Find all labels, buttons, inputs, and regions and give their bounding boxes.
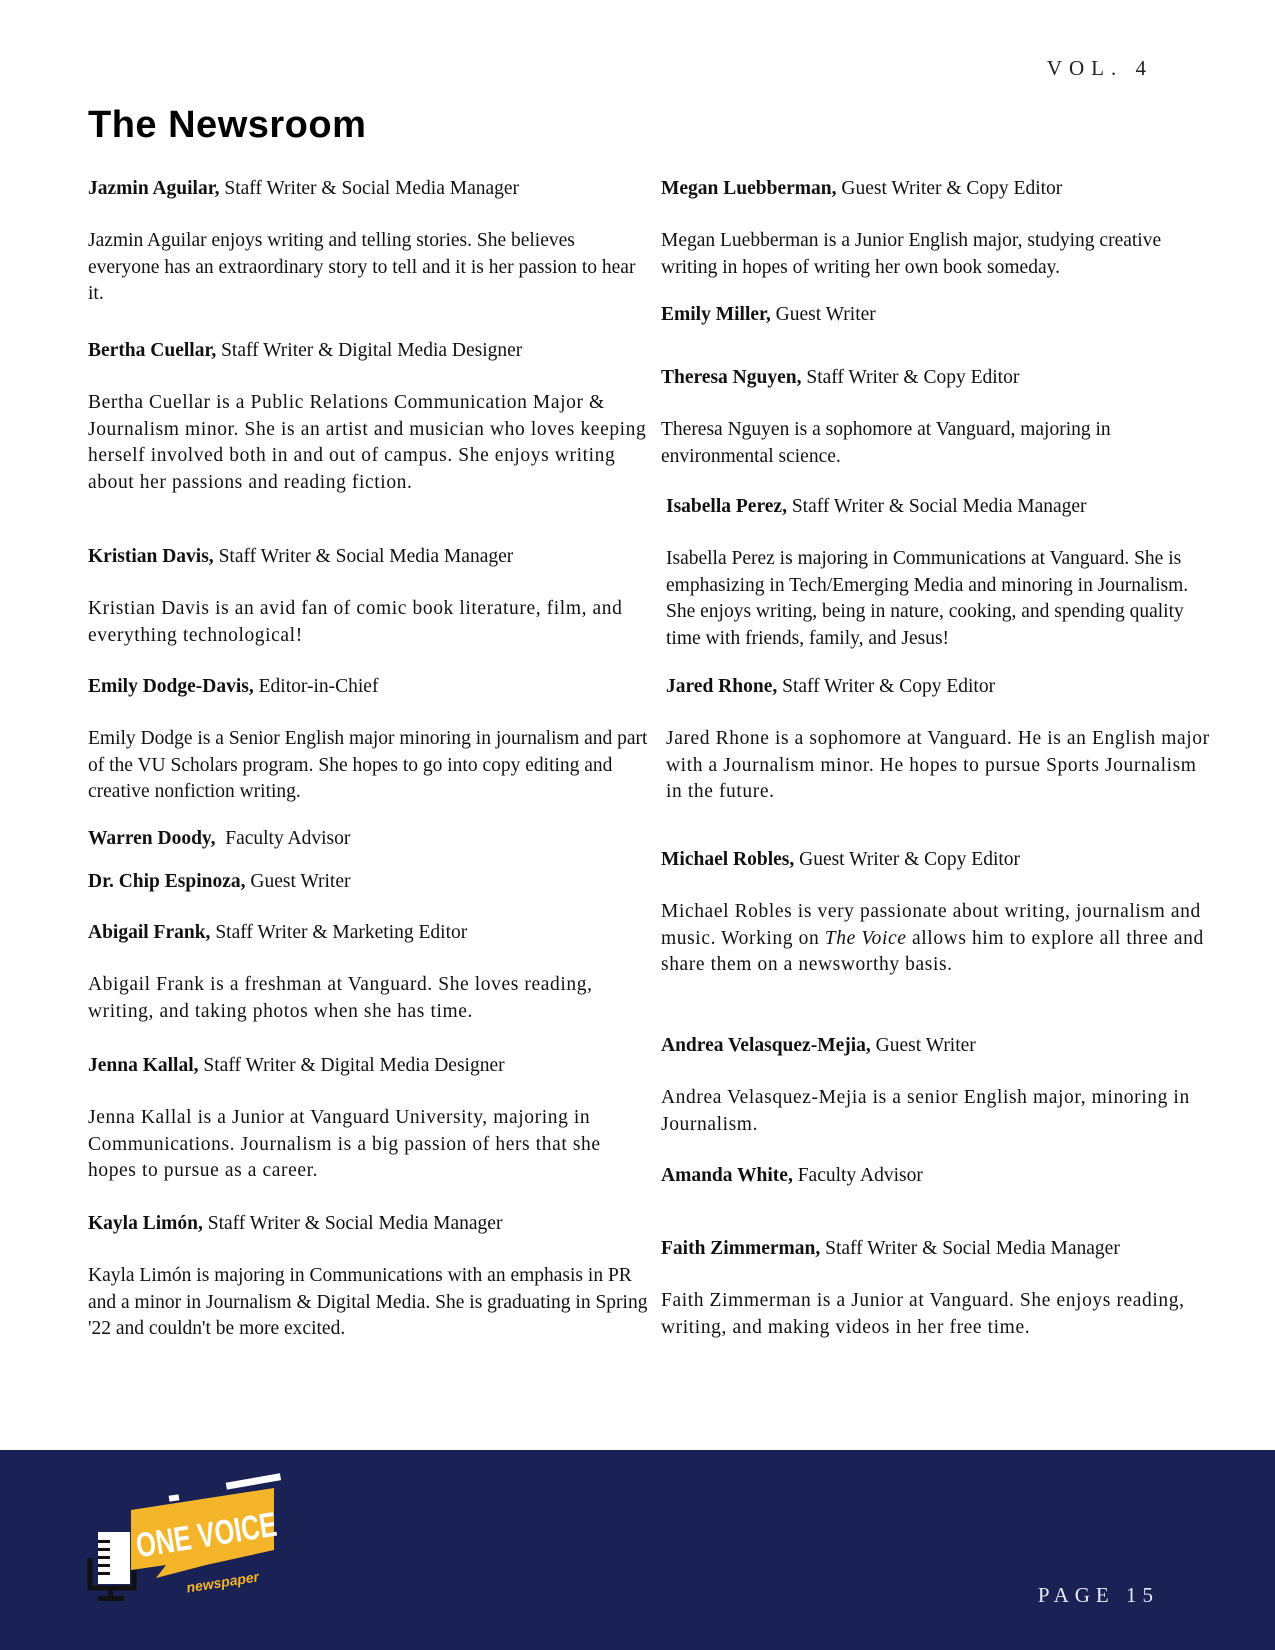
staff-name: Abigail Frank, — [88, 922, 211, 943]
staff-entry — [88, 869, 648, 895]
staff-bio: Jazmin Aguilar enjoys writing and telling stories. She believes everyone has an extraordinary story to tell and it is her passion to hear it. — [88, 230, 636, 304]
staff-name: Dr. Chip Espinoza, — [88, 871, 246, 892]
staff-name: Jared Rhone, — [666, 676, 778, 697]
one-voice-logo — [86, 1470, 286, 1620]
staff-entry — [661, 1033, 1211, 1138]
page-title: The Newsroom — [88, 104, 367, 146]
staff-entry — [88, 826, 648, 852]
staff-bio: Megan Luebberman is a Junior English major, studying creative writing in hopes of writing her own book someday. — [661, 230, 1162, 278]
staff-role: Faculty Advisor — [792, 1165, 923, 1186]
staff-entry — [666, 674, 1211, 806]
staff-entry — [88, 544, 648, 649]
staff-bio — [661, 899, 1211, 979]
staff-role: Staff Writer & Digital Media Designer — [198, 1055, 505, 1076]
staff-name: Andrea Velasquez-Mejia, — [661, 1035, 871, 1056]
staff-entry — [661, 176, 1211, 281]
staff-name: Isabella Perez, — [666, 496, 787, 517]
volume-label: VOL. 4 — [1046, 56, 1153, 80]
staff-name: Faith Zimmerman, — [661, 1238, 821, 1259]
staff-role: Staff Writer & Social Media Manager — [786, 496, 1087, 517]
staff-name: Amanda White, — [661, 1165, 793, 1186]
staff-role: Guest Writer — [770, 304, 876, 325]
staff-entry — [661, 365, 1211, 470]
staff-bio: Kayla Limón is majoring in Communications with an emphasis in PR and a minor in Journalism & Digital Media. She is graduating in Spring '22 and couldn't be more excited. — [88, 1265, 648, 1339]
staff-name: Kristian Davis, — [88, 546, 214, 567]
staff-role: Guest Writer — [245, 871, 351, 892]
publication-title: The Voice — [824, 927, 907, 949]
logo-main-text: ONE VOICE — [133, 1506, 280, 1566]
staff-bio: Theresa Nguyen is a sophomore at Vanguard, majoring in environmental science. — [661, 419, 1111, 467]
staff-bio: Emily Dodge is a Senior English major minoring in journalism and part of the VU Scholars program. She hopes to go into copy editing and creative nonfiction writing. — [88, 728, 648, 802]
staff-role: Staff Writer & Digital Media Designer — [216, 340, 523, 361]
staff-bio: Jenna Kallal is a Junior at Vanguard University, majoring in Communications. Journalism is a big passion of hers that she hopes to pursue as a career. — [88, 1107, 601, 1181]
staff-role: Staff Writer & Copy Editor — [801, 367, 1020, 388]
staff-name: Warren Doody, — [88, 828, 216, 849]
staff-name: Emily Miller, — [661, 304, 771, 325]
page-number: PAGE 15 — [1037, 1583, 1159, 1607]
staff-role: Faculty Advisor — [215, 828, 351, 849]
staff-role: Guest Writer & Copy Editor — [794, 849, 1021, 870]
staff-bio: Bertha Cuellar is a Public Relations Communication Major & Journalism minor. She is an artist and musician who loves keeping herself involved both in and out of campus. She enjoys writing about her passions and reading fiction. — [88, 392, 647, 493]
staff-role: Editor-in-Chief — [253, 676, 379, 697]
staff-bio: Jared Rhone is a sophomore at Vanguard. He is an English major with a Journalism minor. He hopes to pursue Sports Journalism in the future. — [666, 728, 1210, 802]
staff-name: Jazmin Aguilar, — [88, 178, 220, 199]
staff-entry — [661, 1163, 1211, 1189]
staff-entry — [88, 674, 648, 806]
staff-entry — [88, 1053, 648, 1185]
staff-role: Staff Writer & Social Media Manager — [820, 1238, 1120, 1259]
staff-name: Michael Robles, — [661, 849, 795, 870]
staff-name: Megan Luebberman, — [661, 178, 837, 199]
staff-role: Guest Writer & Copy Editor — [836, 178, 1063, 199]
staff-bio: Andrea Velasquez-Mejia is a senior English major, minoring in Journalism. — [661, 1087, 1190, 1135]
staff-name: Kayla Limón, — [88, 1213, 203, 1234]
staff-name: Jenna Kallal, — [88, 1055, 199, 1076]
staff-bio: Faith Zimmerman is a Junior at Vanguard. She enjoys reading, writing, and making videos in her free time. — [661, 1290, 1185, 1338]
bio-text: Michael Robles is very passionate about writing, journalism and music. Working on — [661, 901, 1201, 949]
logo-accent — [169, 1494, 180, 1501]
staff-entry — [88, 1211, 648, 1343]
staff-name: Theresa Nguyen, — [661, 367, 802, 388]
staff-role: Staff Writer & Social Media Manager — [219, 178, 520, 199]
staff-entry — [88, 176, 648, 308]
staff-role: Guest Writer — [870, 1035, 976, 1056]
staff-bio: Isabella Perez is majoring in Communications at Vanguard. She is emphasizing in Tech/Emerging Media and minoring in Journalism. She enjoys writing, being in nature, cooking, and spending quality time with friends, family, and Jesus! — [666, 548, 1189, 649]
logo-accent — [226, 1473, 281, 1489]
staff-role: Staff Writer & Social Media Manager — [213, 546, 514, 567]
staff-entry — [88, 920, 648, 1025]
staff-bio: Abigail Frank is a freshman at Vanguard. She loves reading, writing, and taking photos when she has time. — [88, 974, 593, 1022]
staff-entry — [661, 847, 1211, 979]
staff-role: Staff Writer & Marketing Editor — [210, 922, 468, 943]
logo-sub-text: newspaper — [185, 1568, 261, 1596]
staff-name: Emily Dodge-Davis, — [88, 676, 254, 697]
staff-entry — [88, 338, 648, 496]
staff-entry — [666, 494, 1211, 652]
staff-entry — [661, 302, 1211, 328]
staff-role: Staff Writer & Copy Editor — [777, 676, 996, 697]
bio-text: allows him to explore all three and share them on a newsworthy basis. — [661, 927, 1204, 975]
staff-bio: Kristian Davis is an avid fan of comic book literature, film, and everything technological! — [88, 598, 623, 646]
staff-role: Staff Writer & Social Media Manager — [202, 1213, 503, 1234]
staff-name: Bertha Cuellar, — [88, 340, 217, 361]
staff-entry — [661, 1236, 1211, 1341]
